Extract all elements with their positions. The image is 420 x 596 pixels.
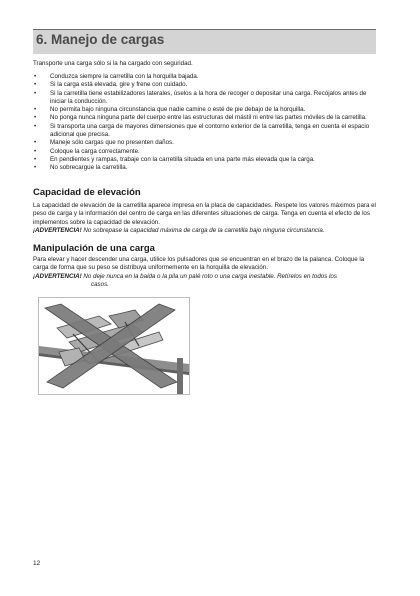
warning-text-continued: casos. xyxy=(91,281,109,289)
safety-bullet-list xyxy=(33,73,376,173)
list-item: • Si la carga está elevada, gire y frene con cuidado. xyxy=(34,81,188,89)
warning-label: ¡ADVERTENCIA! xyxy=(33,273,82,280)
list-item: • No ponga nunca ninguna parte del cuerpo entre las estructuras del mástil ni entre las partes móviles de la carretilla. xyxy=(34,114,367,122)
bullet-icon: • xyxy=(34,114,37,122)
handling-heading: Manipulación de una carga xyxy=(33,243,155,254)
list-item: • Coloque la carga correctamente. xyxy=(34,147,140,155)
intro-text: Transporte una carga sólo si la ha cargado con seguridad. xyxy=(33,60,193,67)
list-item: • En pendientes y rampas, trabaje con la carretilla situada en una parte más elevada que la carga. xyxy=(34,155,315,163)
bullet-icon: • xyxy=(34,147,37,155)
list-item: • Si transporta una carga de mayores dimensiones que el contorno exterior de la carretilla, tenga en cuenta el espacio adicional que precisa. xyxy=(34,122,370,139)
list-item: • No permita bajo ninguna circunstancia que nadie camine o esté de pie debajo de la horquilla. xyxy=(34,106,306,114)
pallet-crossed-out-icon xyxy=(39,298,189,394)
handling-warning xyxy=(33,273,376,290)
bullet-icon: • xyxy=(34,89,37,97)
page-number: 12 xyxy=(33,560,41,567)
warning-text: No sobrepase la capacidad máxima de carga de la carretilla bajo ninguna circunstancia. xyxy=(81,227,325,234)
bullet-icon: • xyxy=(34,106,37,114)
bullet-icon: • xyxy=(34,73,37,80)
bullet-icon: • xyxy=(34,164,37,172)
list-item: • Maneje sólo cargas que no presenten daños. xyxy=(34,139,174,147)
capacity-heading: Capacidad de elevación xyxy=(33,187,141,198)
handling-text: Para elevar y hacer descender una carga, utilice los pulsadores que se encuentran en el brazo de la palanca. Coloque la carga de forma que su peso se distribuya uniformemente en la horquilla de elevación. xyxy=(33,256,365,272)
list-item: • No sobrecargue la carretilla. xyxy=(34,164,128,172)
bullet-icon: • xyxy=(34,139,37,147)
capacity-text: La capacidad de elevación de la carretilla aparece impresa en la placa de capacidades. Respete los valores máximos para el peso de carga y la información del centro de carga en las diferentes situaciones de carga. Tenga en cuenta el efecto de los implementos sobre la capacidad de elevación. xyxy=(33,202,376,226)
section-title-bar xyxy=(33,29,376,54)
list-item: • Si la carretilla tiene estabilizadores laterales, úselos a la hora de recoger o depositar una carga. Recójalos antes de iniciar la conducción. xyxy=(34,89,367,105)
capacity-warning xyxy=(33,227,376,235)
warning-text: No deje nunca en la balda o la pila un palé roto o una carga inestable. Retírelos en todos los xyxy=(81,273,337,280)
list-item: • Conduzca siempre la carretilla con la horquilla bajada. xyxy=(34,73,199,80)
section-title: 6. Manejo de cargas xyxy=(36,32,165,47)
broken-pallet-illustration xyxy=(38,297,190,395)
bullet-icon: • xyxy=(34,81,37,89)
bullet-icon: • xyxy=(34,122,37,130)
bullet-icon: • xyxy=(34,155,37,163)
warning-label: ¡ADVERTENCIA! xyxy=(33,227,82,234)
